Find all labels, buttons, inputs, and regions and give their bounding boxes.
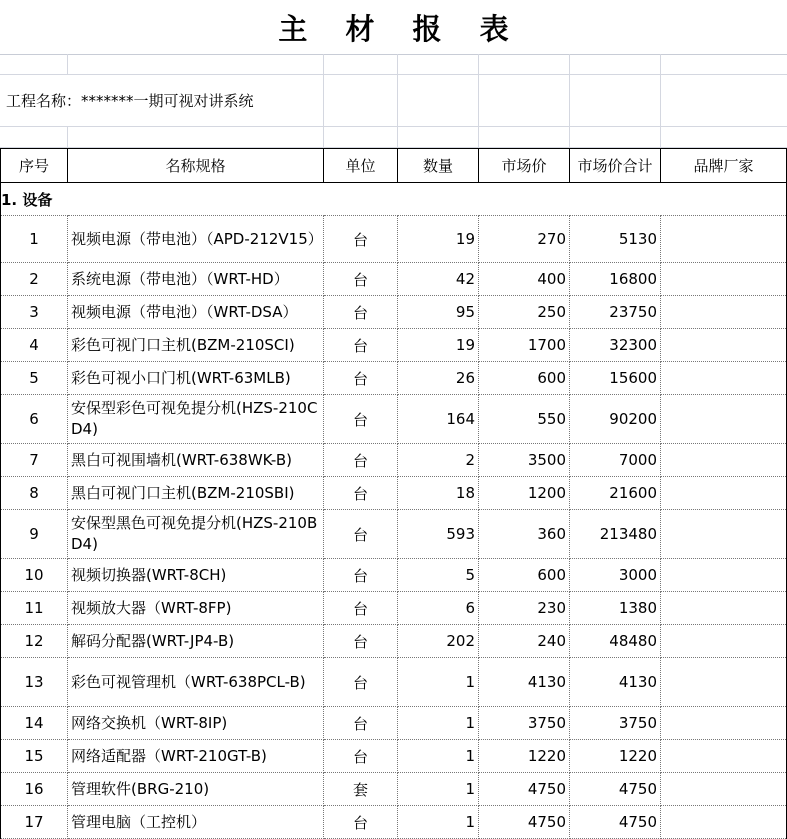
item-brand [661,477,787,510]
item-price: 4750 [479,773,570,806]
table-row [1,216,787,263]
row-number: 1 [1,216,68,263]
table-row [1,740,787,773]
row-number: 17 [1,806,68,839]
item-name: 视频放大器（WRT-8FP) [68,592,324,625]
item-price: 400 [479,263,570,296]
item-quantity: 42 [398,263,479,296]
item-price: 1200 [479,477,570,510]
row-number: 4 [1,329,68,362]
row-number: 11 [1,592,68,625]
item-price: 550 [479,395,570,444]
row-number: 14 [1,707,68,740]
row-number: 10 [1,559,68,592]
materials-table [0,148,787,839]
row-number: 7 [1,444,68,477]
item-unit: 台 [324,625,398,658]
item-unit: 台 [324,477,398,510]
item-total: 21600 [570,477,661,510]
grid-line [323,54,324,148]
item-unit: 台 [324,296,398,329]
item-total: 15600 [570,362,661,395]
item-unit: 台 [324,395,398,444]
row-number: 6 [1,395,68,444]
item-price: 600 [479,559,570,592]
grid-line [67,54,68,74]
item-name: 视频切换器(WRT-8CH) [68,559,324,592]
item-brand [661,395,787,444]
item-total: 23750 [570,296,661,329]
item-name: 黑白可视门口主机(BZM-210SBI) [68,477,324,510]
table-row [1,773,787,806]
item-name: 管理软件(BRG-210) [68,773,324,806]
item-price: 4130 [479,658,570,707]
table-row [1,625,787,658]
section-row [1,183,787,216]
item-unit: 套 [324,773,398,806]
row-number: 3 [1,296,68,329]
item-price: 600 [479,362,570,395]
item-name: 黑白可视围墙机(WRT-638WK-B) [68,444,324,477]
item-quantity: 5 [398,559,479,592]
item-price: 230 [479,592,570,625]
item-name: 安保型彩色可视免提分机(HZS-210CD4) [68,395,324,444]
item-brand [661,707,787,740]
item-total: 1220 [570,740,661,773]
row-number: 8 [1,477,68,510]
item-quantity: 26 [398,362,479,395]
item-total: 1380 [570,592,661,625]
row-number: 2 [1,263,68,296]
item-brand [661,592,787,625]
header-cell-brand: 品牌厂家 [661,149,787,183]
item-price: 3750 [479,707,570,740]
item-name: 彩色可视小口门机(WRT-63MLB) [68,362,324,395]
item-quantity: 2 [398,444,479,477]
item-unit: 台 [324,329,398,362]
table-row [1,707,787,740]
item-total: 5130 [570,216,661,263]
item-unit: 台 [324,592,398,625]
report-title-row [0,0,787,55]
header-cell-no: 序号 [1,149,68,183]
item-quantity: 1 [398,773,479,806]
item-quantity: 6 [398,592,479,625]
row-number: 5 [1,362,68,395]
item-brand [661,444,787,477]
item-name: 系统电源（带电池）（WRT-HD） [68,263,324,296]
item-price: 1700 [479,329,570,362]
item-price: 240 [479,625,570,658]
item-total: 32300 [570,329,661,362]
item-unit: 台 [324,658,398,707]
item-brand [661,296,787,329]
table-row [1,510,787,559]
item-quantity: 19 [398,216,479,263]
item-total: 3000 [570,559,661,592]
item-price: 1220 [479,740,570,773]
item-total: 4750 [570,773,661,806]
grid-line [397,54,398,148]
table-row [1,477,787,510]
item-quantity: 1 [398,806,479,839]
item-total: 7000 [570,444,661,477]
table-row [1,263,787,296]
header-cell-qty: 数量 [398,149,479,183]
item-quantity: 1 [398,740,479,773]
row-number: 16 [1,773,68,806]
item-quantity: 593 [398,510,479,559]
grid-row [0,126,787,148]
item-unit: 台 [324,510,398,559]
item-brand [661,559,787,592]
table-row [1,592,787,625]
item-brand [661,625,787,658]
section-title: 1. 设备 [1,183,787,216]
table-row [1,362,787,395]
item-unit: 台 [324,707,398,740]
row-number: 9 [1,510,68,559]
item-name: 视频电源（带电池）（APD-212V15） [68,216,324,263]
item-quantity: 95 [398,296,479,329]
item-name: 网络适配器（WRT-210GT-B) [68,740,324,773]
report-title: 主 材 报 表 [278,11,523,46]
item-brand [661,658,787,707]
table-row [1,658,787,707]
item-price: 3500 [479,444,570,477]
item-quantity: 1 [398,707,479,740]
item-brand [661,263,787,296]
project-name: 工程名称：*******一期可视对讲系统 [6,92,254,110]
item-brand [661,510,787,559]
header-cell-total: 市场价合计 [570,149,661,183]
item-brand [661,740,787,773]
item-price: 4750 [479,806,570,839]
header-cell-price: 市场价 [479,149,570,183]
grid-line [67,126,68,148]
item-total: 90200 [570,395,661,444]
item-total: 4750 [570,806,661,839]
item-unit: 台 [324,444,398,477]
item-quantity: 1 [398,658,479,707]
table-row [1,329,787,362]
item-unit: 台 [324,559,398,592]
row-number: 15 [1,740,68,773]
item-total: 213480 [570,510,661,559]
header-cell-unit: 单位 [324,149,398,183]
grid-row [0,54,787,75]
item-total: 48480 [570,625,661,658]
grid-line [660,54,661,148]
item-price: 250 [479,296,570,329]
item-brand [661,362,787,395]
table-row [1,444,787,477]
header-cell-name: 名称规格 [68,149,324,183]
item-unit: 台 [324,806,398,839]
item-brand [661,773,787,806]
item-quantity: 164 [398,395,479,444]
item-price: 270 [479,216,570,263]
header-row [1,149,787,183]
item-brand [661,216,787,263]
item-total: 4130 [570,658,661,707]
grid-line [569,54,570,148]
table-row [1,559,787,592]
item-name: 视频电源（带电池）（WRT-DSA） [68,296,324,329]
item-quantity: 18 [398,477,479,510]
item-name: 彩色可视门口主机(BZM-210SCI) [68,329,324,362]
item-name: 管理电脑（工控机） [68,806,324,839]
item-unit: 台 [324,740,398,773]
row-number: 13 [1,658,68,707]
item-brand [661,329,787,362]
item-brand [661,806,787,839]
item-unit: 台 [324,216,398,263]
item-name: 网络交换机（WRT-8IP) [68,707,324,740]
item-quantity: 19 [398,329,479,362]
item-name: 解码分配器(WRT-JP4-B) [68,625,324,658]
table-row [1,296,787,329]
item-unit: 台 [324,263,398,296]
row-number: 12 [1,625,68,658]
table-row [1,395,787,444]
item-total: 16800 [570,263,661,296]
item-name: 彩色可视管理机（WRT-638PCL-B) [68,658,324,707]
table-row [1,806,787,839]
item-quantity: 202 [398,625,479,658]
grid-line [478,54,479,148]
item-price: 360 [479,510,570,559]
item-unit: 台 [324,362,398,395]
item-name: 安保型黑色可视免提分机(HZS-210BD4) [68,510,324,559]
item-total: 3750 [570,707,661,740]
